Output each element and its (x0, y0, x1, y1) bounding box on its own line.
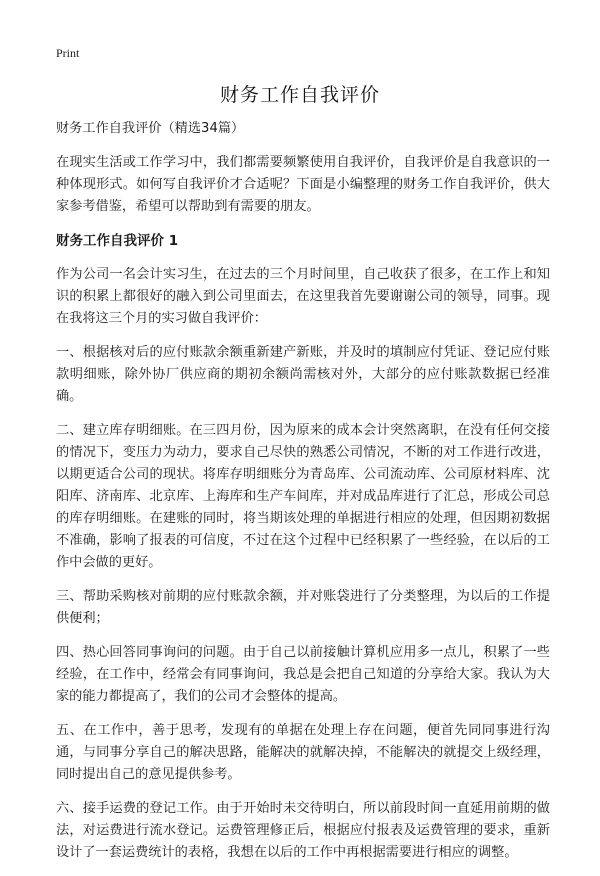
document-body (56, 118, 550, 876)
paragraph-item-6: 六、接手运费的登记工作。由于开始时未交待明白，所以前段时间一直延用前期的做法，对运费进行流水登记。运费管理修正后，根据应付报表及运费管理的要求，重新设计了一套运费统计的表格，我想在以后的工作中再根据需要进行相应的调整。 (56, 801, 550, 860)
page-title: 财务工作自我评价 (219, 84, 380, 106)
paragraph-opening: 作为公司一名会计实习生，在过去的三个月时间里，自己收获了很多，在工作上和知识的积累上都很好的融入到公司里面去，在这里我首先要谢谢公司的领导，同事。现在我将这三个月的实习做自我评价： (56, 267, 550, 326)
print-label: Print (56, 46, 80, 60)
paragraph-item-2: 二、建立库存明细账。在三四月份，因为原来的成本会计突然离职，在没有任何交接的情况下，变压力为动力，要求自己尽快的熟悉公司情况，不断的对工作进行改进，以期更适合公司的现状。将库存明细账分为青岛库、公司流动库、公司原材料库、沈阳库、济南库、北京库、上海库和生产车间库，并对成品库进行了汇总，形成公司总的库存明细账。在建账的同时，将当期该处理的单据进行相应的处理，但因期初数据不准确，影响了报表的可信度，不过在这个过程中已经积累了一些经验，在以后的工作中会做的更好。 (56, 423, 550, 570)
paragraph-item-1: 一、根据核对后的应付账款余额重新建产新账，并及时的填制应付凭证、登记应付账款明细账，除外协厂供应商的期初余额尚需核对外，大部分的应付账款数据已经准确。 (56, 345, 550, 404)
section-heading: 财务工作自我评价 1 (56, 233, 179, 249)
paragraph-item-3: 三、帮助采购核对前期的应付账款余额，并对账袋进行了分类整理，为以后的工作提供便利； (56, 589, 550, 626)
paragraph-item-5: 五、在工作中，善于思考，发现有的单据在处理上存在问题，便首先同同事进行沟通，与同事分享自己的解决思路，能解决的就解决掉，不能解决的就提交上级经理，同时提出自己的意见提供参考。 (56, 723, 550, 782)
document-subtitle: 财务工作自我评价（精选34篇） (56, 121, 245, 136)
intro-paragraph: 在现实生活或工作学习中，我们都需要频繁使用自我评价，自我评价是自我意识的一种体现形式。如何写自我评价才合适呢？下面是小编整理的财务工作自我评价，供大家参考借鉴，希望可以帮助到有需要的朋友。 (56, 155, 550, 214)
paragraph-item-4: 四、热心回答同事询问的问题。由于自己以前接触计算机应用多一点儿，积累了一些经验，在工作中，经常会有同事询问，我总是会把自己知道的分享给大家。我认为大家的能力都提高了，我们的公司才会整体的提高。 (56, 645, 550, 704)
